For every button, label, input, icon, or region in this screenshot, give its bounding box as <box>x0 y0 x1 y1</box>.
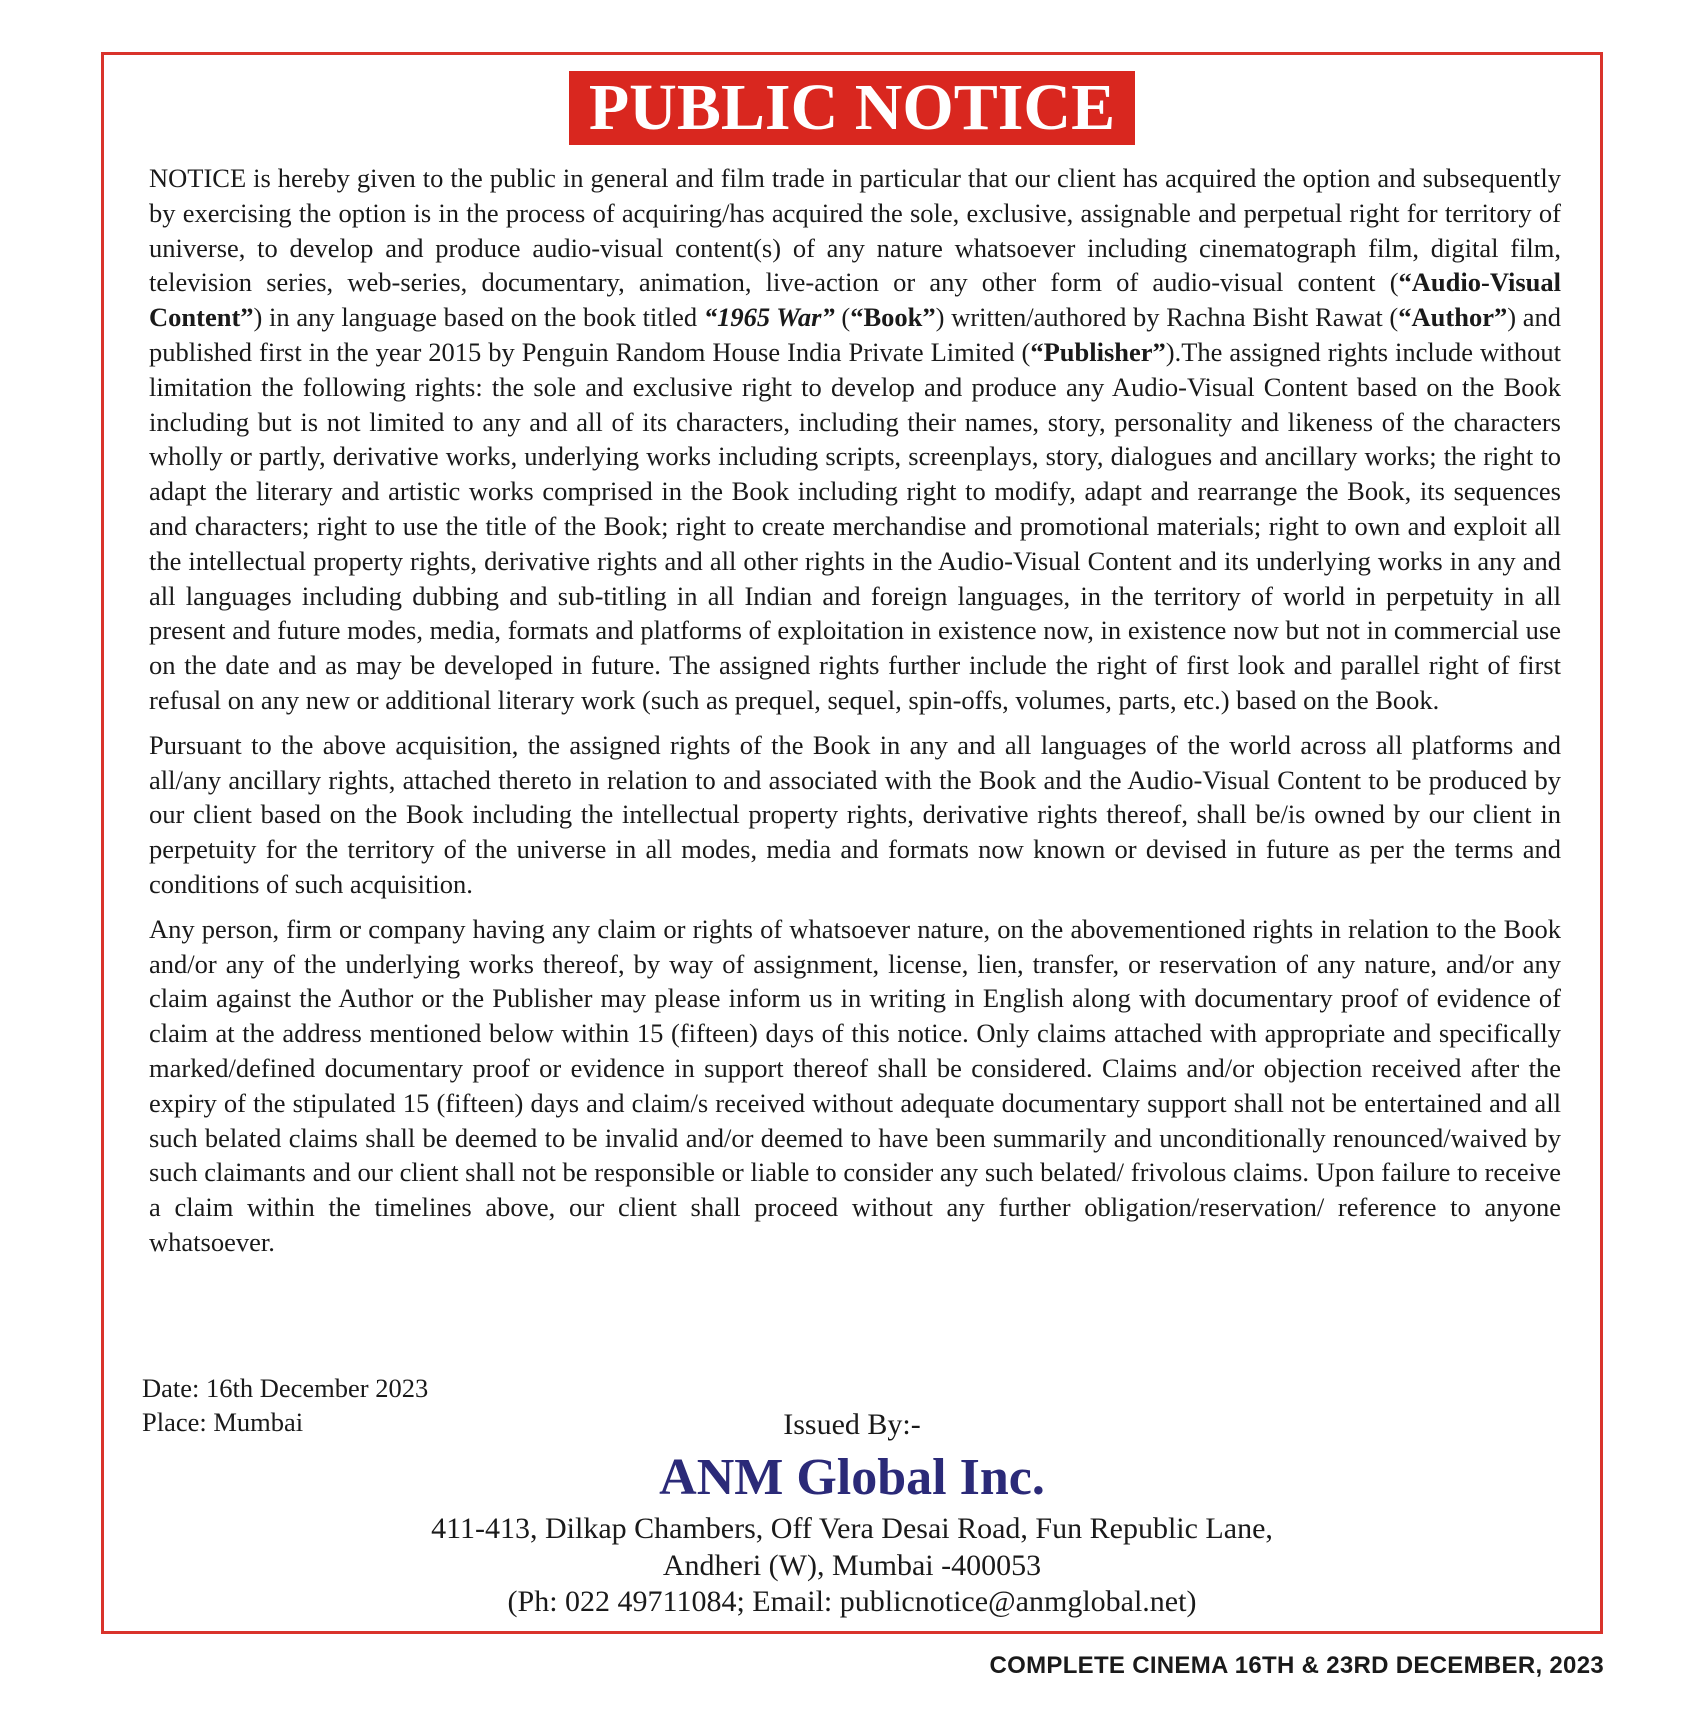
term-audio-visual-content: “Audio-Visual Content” <box>149 267 1561 333</box>
notice-body <box>149 161 1561 1270</box>
issued-by-label: Issued By:- <box>783 1408 921 1441</box>
address-line-2: Andheri (W), Mumbai -400053 <box>662 1548 1042 1582</box>
para1-text-2: ) in any language based on the book titled <box>253 302 704 333</box>
para1-text-1: NOTICE is hereby given to the public in general and film trade in particular that our client has acquired the option and subsequently by exercising the option is in the process of acquiring/has acquired the sole, exclusive, assignable and perpetual right for territory of universe, to develop and produce audio-visual content(s) of any nature whatsoever including cinematograph film, digital film, television series, web-series, documentary, animation, live-action or any other form of audio-visual content ( <box>149 163 1561 298</box>
term-publisher: “Publisher” <box>1030 336 1166 367</box>
term-book: “Book” <box>850 302 936 333</box>
title-wrap <box>104 71 1600 145</box>
para1-text-6: ).The assigned rights include without limitation the following rights: the sole and exclusive right to develop and produce any Audio-Visual Content based on the Book including but is not limited to any and all of its characters, including their names, story, personality and likeness of the characters wholly or partly, derivative works, underlying works including scripts, screenplays, story, dialogues and ancillary works; the right to adapt the literary and artistic works comprised in the Book including right to modify, adapt and rearrange the Book, its sequences and characters; right to use the title of the Book; right to create merchandise and promotional materials; right to own and exploit all the intellectual property rights, derivative rights and all other rights in the Audio-Visual Content and its underlying works in any and all languages including dubbing and sub-titling in all Indian and foreign languages, in the territory of world in perpetuity in all present and future modes, media, formats and platforms of exploitation in existence now, in existence now but not in commercial use on the date and as may be developed in future. The assigned rights further include the right of first look and parallel right of first refusal on any new or additional literary work (such as prequel, sequel, spin-offs, volumes, parts, etc.) based on the Book. <box>149 336 1562 715</box>
term-author: “Author” <box>1398 302 1508 333</box>
para1-text-4: ) written/authored by Rachna Bisht Rawat ( <box>935 302 1399 333</box>
issuer-block <box>104 1407 1600 1621</box>
paragraph-1 <box>149 161 1561 718</box>
place-line: Place: Mumbai <box>142 1407 304 1437</box>
date-line: Date: 16th December 2023 <box>142 1373 429 1403</box>
notice-title: PUBLIC NOTICE <box>569 71 1135 145</box>
paragraph-3: Any person, firm or company having any claim or rights of whatsoever nature, on the abovementioned rights in relation to the Book and/or any of the underlying works thereof, by way of assignment, license, lien, transfer, or reservation of any nature, and/or any claim against the Author or the Publisher may please inform us in writing in English along with documentary proof of evidence of claim at the address mentioned below within 15 (fifteen) days of this notice. Only claims attached with appropriate and specifically marked/defined documentary proof or evidence in support thereof shall be considered. Claims and/or objection received after the expiry of the stipulated 15 (fifteen) days and claim/s received without adequate documentary support shall not be entertained and all such belated claims shall be deemed to be invalid and/or deemed to have been summarily and unconditionally renounced/waived by such claimants and our client shall not be responsible or liable to consider any such belated/ frivolous claims. Upon failure to receive a claim within the timelines above, our client shall proceed without any further obligation/reservation/ reference to anyone whatsoever. <box>149 913 1561 1257</box>
notice-frame <box>101 52 1603 1634</box>
para1-text-5: ) and published first in the year 2015 by Penguin Random House India Private Limited ( <box>149 302 1562 367</box>
contact-line: (Ph: 022 49711084; Email: publicnotice@anmglobal.net) <box>507 1585 1197 1618</box>
para1-text-3: ( <box>834 302 851 333</box>
publication-footer: COMPLETE CINEMA 16TH & 23RD DECEMBER, 2023 <box>989 1652 1604 1679</box>
paragraph-2: Pursuant to the above acquisition, the assigned rights of the Book in any and all languages of the world across all platforms and all/any ancillary rights, attached thereto in relation to and associated with the Book and the Audio-Visual Content to be produced by our client based on the Book including the intellectual property rights, derivative rights thereof, shall be/is owned by our client in perpetuity for the territory of the universe in all modes, media and formats now known or devised in future as per the terms and conditions of such acquisition. <box>149 729 1561 899</box>
book-title: “1965 War” <box>703 302 835 333</box>
address-line-1: 411-413, Dilkap Chambers, Off Vera Desai Road, Fun Republic Lane, <box>431 1512 1273 1545</box>
company-name: ANM Global Inc. <box>659 1449 1045 1506</box>
